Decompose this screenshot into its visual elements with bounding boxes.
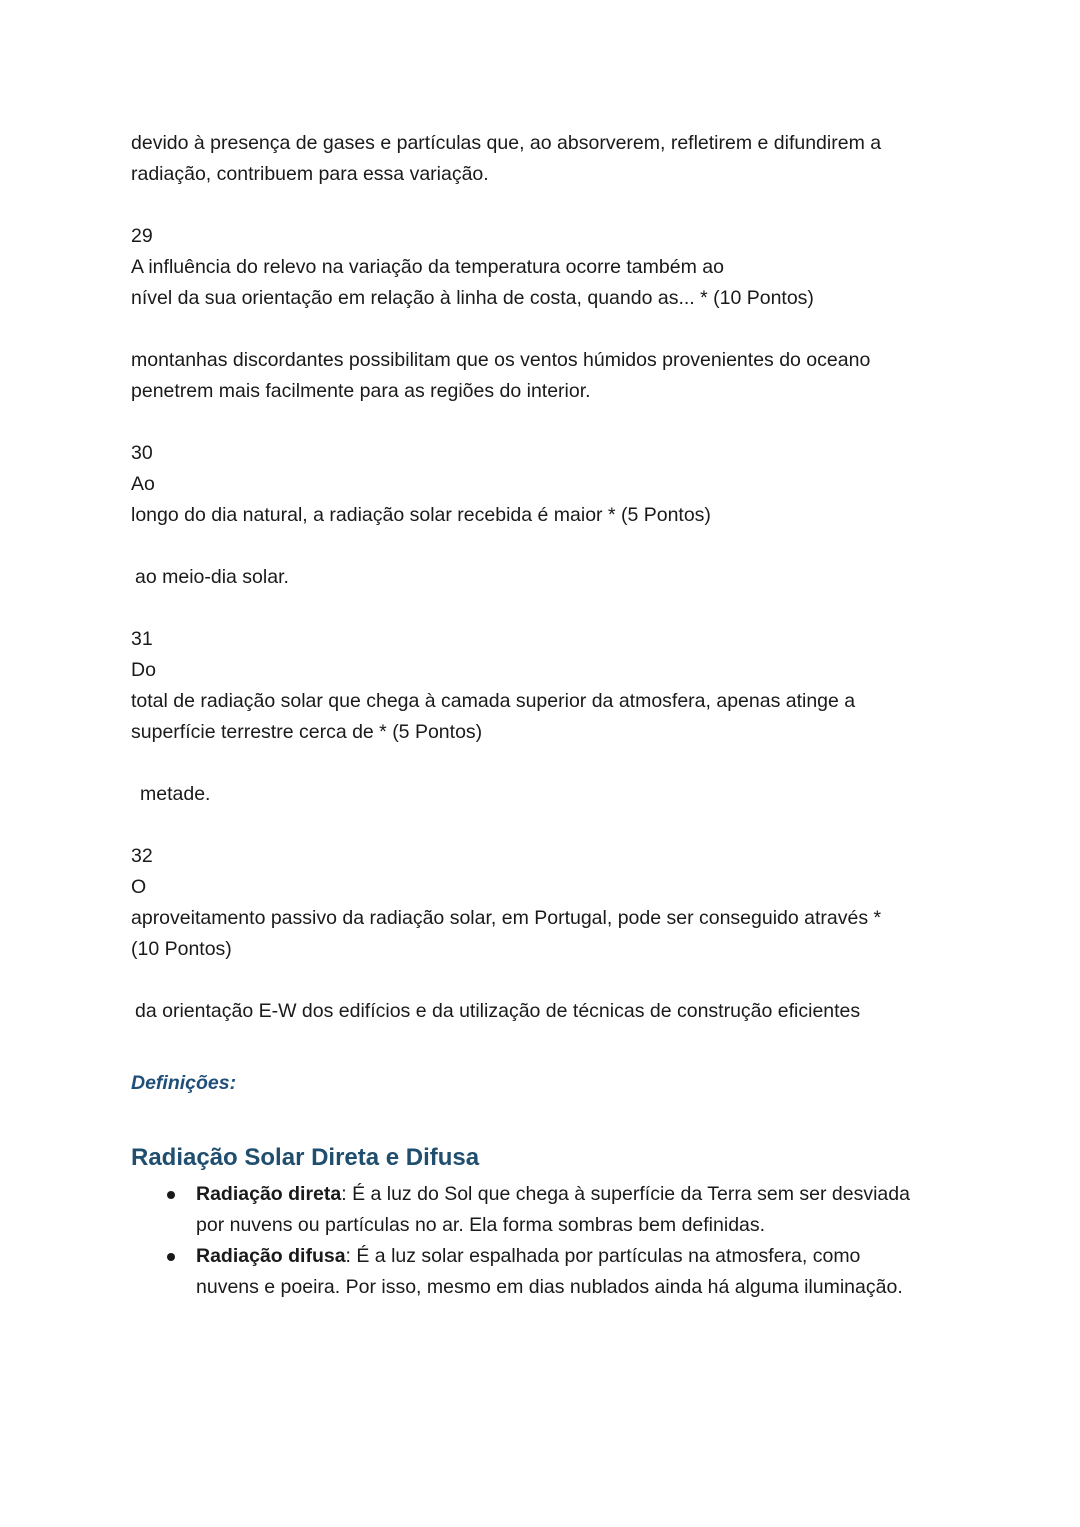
answer-text: montanhas discordantes possibilitam que os ventos húmidos provenientes do oceano [131, 349, 871, 371]
question-text: Do [131, 659, 156, 681]
definition-term: Radiação direta [196, 1183, 342, 1205]
question-number: 32 [131, 845, 153, 867]
answer-text: metade. [140, 783, 211, 805]
definitions-list [131, 1179, 951, 1303]
definition-term: Radiação difusa [196, 1245, 346, 1267]
question-text: total de radiação solar que chega à camada superior da atmosfera, apenas atinge a [131, 690, 856, 712]
question-text: (10 Pontos) [131, 938, 232, 960]
question-29 [131, 221, 951, 407]
question-text: Ao [131, 473, 155, 495]
question-number: 30 [131, 442, 153, 464]
answer-text: da orientação E-W dos edifícios e da utilização de técnicas de construção eficientes [135, 1000, 861, 1022]
intro-line: radiação, contribuem para essa variação. [131, 163, 489, 185]
definition-text: : É a luz solar espalhada por partículas na atmosfera, como nuvens e poeira. Por isso, mesmo em dias nublados ainda há alguma iluminação. [196, 1245, 903, 1298]
question-text: nível da sua orientação em relação à linha de costa, quando as... * (10 Pontos) [131, 287, 814, 309]
list-item [131, 1179, 916, 1241]
question-number: 29 [131, 225, 153, 247]
section-title: Radiação Solar Direta e Difusa [131, 1144, 480, 1171]
list-item [131, 1241, 916, 1303]
question-text: superfície terrestre cerca de * (5 Pontos) [131, 721, 483, 743]
answer-text: ao meio-dia solar. [135, 566, 289, 588]
question-30 [131, 438, 951, 593]
intro-line: devido à presença de gases e partículas que, ao absorverem, refletirem e difundirem a [131, 132, 882, 154]
bullet-icon [167, 1191, 175, 1199]
question-text: O [131, 876, 147, 898]
answer-text: penetrem mais facilmente para as regiões do interior. [131, 380, 591, 402]
document-page [131, 128, 951, 1303]
intro-paragraph [131, 128, 951, 190]
definition-text: : É a luz do Sol que chega à superfície da Terra sem ser desviada por nuvens ou partículas no ar. Ela forma sombras bem definidas. [196, 1183, 910, 1236]
question-31 [131, 624, 951, 810]
question-32 [131, 841, 951, 1027]
question-text: longo do dia natural, a radiação solar recebida é maior * (5 Pontos) [131, 504, 711, 526]
definitions-label: Definições: [131, 1072, 237, 1094]
question-text: aproveitamento passivo da radiação solar, em Portugal, pode ser conseguido através * [131, 907, 882, 929]
question-text: A influência do relevo na variação da temperatura ocorre também ao [131, 256, 724, 278]
question-number: 31 [131, 628, 153, 650]
bullet-icon [167, 1253, 175, 1261]
